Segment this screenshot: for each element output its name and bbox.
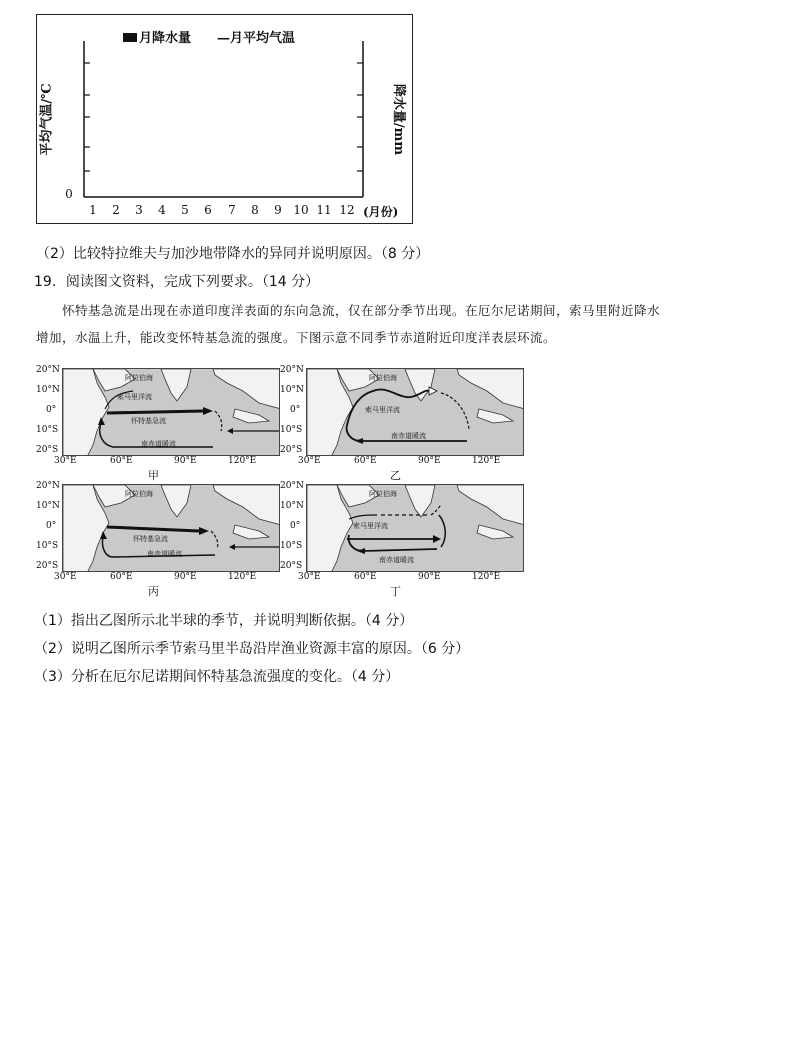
lat-label: 10°S [36, 425, 59, 435]
map-caption-jia: 甲 [148, 469, 159, 482]
x-tick-label: 1 [89, 203, 97, 217]
lon-label: 90°E [174, 572, 197, 582]
q19-sub3: （3）分析在厄尔尼诺期间怀特基急流强度的变化。（4 分） [34, 669, 400, 685]
x-tick-label: 10 [293, 203, 309, 217]
y-zero-label: 0 [65, 187, 73, 201]
map-yi [306, 368, 524, 456]
lon-label: 60°E [110, 572, 133, 582]
lon-label: 60°E [110, 456, 133, 466]
label-arabian-sea: 阿拉伯海 [369, 490, 397, 498]
x-tick-label: 3 [135, 203, 143, 217]
label-wyrtki-jet: 怀特基急流 [131, 417, 166, 425]
lat-label: 20°N [280, 365, 304, 375]
lon-label: 120°E [228, 456, 257, 466]
lat-label: 20°N [36, 365, 60, 375]
y-left-axis-label: 平均气温/℃ [39, 83, 55, 156]
x-tick-label: 9 [274, 203, 282, 217]
lon-label: 30°E [298, 456, 321, 466]
label-arabian-sea: 阿拉伯海 [369, 374, 397, 382]
map-jia [62, 368, 280, 456]
lat-label: 10°S [280, 425, 303, 435]
lat-label: 0° [290, 405, 301, 415]
map-ding [306, 484, 524, 572]
lon-label: 90°E [418, 572, 441, 582]
lat-label: 10°N [280, 501, 304, 511]
lon-label: 90°E [418, 456, 441, 466]
lat-label: 20°S [36, 445, 59, 455]
lat-label: 0° [46, 521, 57, 531]
map-bing [62, 484, 280, 572]
lat-label: 20°N [280, 481, 304, 491]
lat-label: 10°S [36, 541, 59, 551]
map-caption-yi: 乙 [390, 469, 401, 482]
label-arabian-sea: 阿拉伯海 [125, 374, 153, 382]
lon-label: 120°E [472, 456, 501, 466]
q19-heading: 19．阅读图文资料，完成下列要求。（14 分） [34, 274, 320, 290]
climate-chart [36, 14, 413, 224]
lon-label: 30°E [54, 572, 77, 582]
label-south-equatorial-current: 南赤道暖流 [141, 440, 176, 448]
y-right-axis-label: 降水量/mm [391, 83, 407, 156]
label-wyrtki-jet: 怀特基急流 [133, 535, 168, 543]
q19-sub1: （1）指出乙图所示北半球的季节，并说明判断依据。（4 分） [34, 613, 414, 629]
chart-axes [37, 15, 414, 225]
lat-label: 10°N [36, 501, 60, 511]
q19-sub2: （2）说明乙图所示季节索马里半岛沿岸渔业资源丰富的原因。（6 分） [34, 641, 470, 657]
lat-label: 20°S [280, 561, 303, 571]
lat-label: 20°S [280, 445, 303, 455]
label-somali-current: 索马里洋流 [353, 522, 388, 530]
lat-label: 10°N [36, 385, 60, 395]
map-caption-bing: 丙 [148, 585, 159, 598]
x-tick-label: 11 [316, 203, 332, 217]
x-tick-label: 4 [158, 203, 166, 217]
x-axis-unit-label: (月份) [363, 205, 399, 219]
lon-label: 30°E [54, 456, 77, 466]
label-somali-current: 索马里洋流 [117, 393, 152, 401]
lat-label: 10°N [280, 385, 304, 395]
lon-label: 30°E [298, 572, 321, 582]
temp-legend-label: —月平均气温 [217, 31, 296, 46]
x-tick-label: 7 [228, 203, 236, 217]
lon-label: 60°E [354, 456, 377, 466]
lon-label: 120°E [472, 572, 501, 582]
label-south-equatorial-current: 南赤道暖流 [147, 550, 182, 558]
lat-label: 20°S [36, 561, 59, 571]
q19-passage-line1: 怀特基急流是出现在赤道印度洋表面的东向急流，仅在部分季节出现。在厄尔尼诺期间，索马里附近降水 [62, 303, 661, 318]
label-arabian-sea: 阿拉伯海 [125, 490, 153, 498]
label-somali-current: 索马里洋流 [365, 406, 400, 414]
label-south-equatorial-current: 南赤道暖流 [379, 556, 414, 564]
lon-label: 60°E [354, 572, 377, 582]
lat-label: 10°S [280, 541, 303, 551]
lat-label: 20°N [36, 481, 60, 491]
lat-label: 0° [46, 405, 57, 415]
lon-label: 90°E [174, 456, 197, 466]
lon-label: 120°E [228, 572, 257, 582]
x-tick-label: 5 [181, 203, 189, 217]
label-south-equatorial-current: 南赤道暖流 [391, 432, 426, 440]
precip-legend-label: 月降水量 [139, 31, 192, 46]
q19-passage-line2: 增加，水温上升，能改变怀特基急流的强度。下图示意不同季节赤道附近印度洋表层环流。 [36, 330, 557, 345]
q18-part2: （2）比较特拉维夫与加沙地带降水的异同并说明原因。（8 分） [36, 246, 430, 262]
x-tick-label: 2 [112, 203, 120, 217]
x-tick-label: 6 [204, 203, 212, 217]
map-caption-ding: 丁 [390, 585, 401, 598]
x-tick-label: 8 [251, 203, 259, 217]
x-tick-label: 12 [339, 203, 355, 217]
lat-label: 0° [290, 521, 301, 531]
